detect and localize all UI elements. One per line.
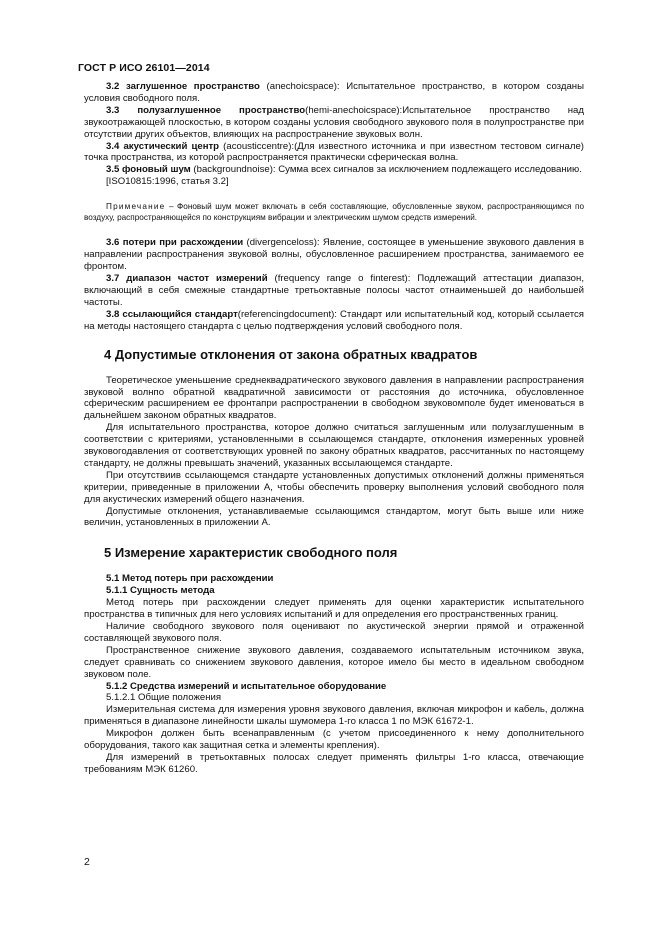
term: заглушенное пространство <box>126 81 260 92</box>
document-body <box>84 81 584 776</box>
paragraph: Теоретическое уменьшение среднеквадратического звукового давления в направлении распространения звуковой волнпо обратной квадратичной зависимости от расстояния до источника, обусловленное сферическим расширением ее фронтапри распространении в свободном звуковомполе будет именоваться в дальнейшем законом обратных квадратов. <box>84 374 584 422</box>
section-4-heading: 4 Допустимые отклонения от закона обратных квадратов <box>104 346 478 362</box>
section-5-heading: 5 Измерение характеристик свободного поля <box>104 545 398 561</box>
term: фоновый шум <box>122 164 191 176</box>
definition-3-3: 3.3 полузаглушенное пространство(hemi-anechoicspace):Испытательное пространство над звукоотражающей плоскостью, в котором созданы условия свободного звукового поля в полупространстве при отсутствии других объектов, влияющих на распространение звуковых волн. <box>84 104 584 140</box>
subsection-5-1-1: 5.1.1 Сущность метода <box>106 585 215 597</box>
definition-3-4: 3.4 акустический центр (acousticcentre):(Для известного источника и при известном тестовом сигнале) точка пространства, из которой распространяется практически сферическая волна. <box>84 140 584 164</box>
note <box>84 202 584 223</box>
subsection-5-1-2: 5.1.2 Средства измерений и испытательное оборудование <box>106 680 387 692</box>
paragraph: При отсутствиив ссылающемся стандарте установленных допустимых отклонений должны применяться критерии, приведенные в приложении А, чтобы обеспечить проверку выполнения условий свободного поля для акустических измерений общего назначения. <box>84 469 584 505</box>
term: акустический центр <box>123 140 220 152</box>
definition-3-8: 3.8 ссылающийся стандарт(referencingdocument): Стандарт или испытательный код, который ссылается на методы настоящего стандарта с целью подтверждения условий свободного поля. <box>84 308 584 332</box>
paragraph: Микрофон должен быть всенаправленным (с учетом присоединенного к нему дополнительного оборудования, такого как защитная сетка и элементы крепления). <box>84 728 584 752</box>
definition-3-6: 3.6 потери при расхождении (divergenceloss): Явление, состоящее в уменьшение звукового давления в направлении распространения звуковой волны, обусловленное расширением пространства, занимаемого ее фронтом. <box>84 237 584 273</box>
paragraph: Для испытательного пространства, которое должно считаться заглушенным или полузаглушенным в соответствии с критериями, установленными в ссылающемся стандарте, отклонения измеренных уровней звуковогодавления от соответствующих уровней по закону обратных квадратов, рассчитанных по настоящему стандарту, не должны превышать значений, указанных вссылающемся стандарте. <box>84 422 584 469</box>
term: диапазон частот измерений <box>126 273 268 285</box>
note-text: – Фоновый шум может включать в себя составляющие, обусловленные звуком, распространяющимся по воздуху, распространяющейся по конструкциям вибрации и электрическим шумом средств измерений. <box>84 202 584 222</box>
paragraph: Измерительная система для измерения уровня звукового давления, включая микрофон и кабель, должна применяться в диапазоне линейности шкалы шумомера 1-го класса 1 по МЭК 61672-1. <box>84 704 584 728</box>
document-header: ГОСТ Р ИСО 26101—2014 <box>78 62 210 74</box>
paragraph: Допустимые отклонения, устанавливаемые ссылающимся стандартом, могут быть выше или ниже величин, установленных в приложении А. <box>84 505 584 529</box>
page-number: 2 <box>84 856 90 868</box>
definition-3-2: 3.2 заглушенное пространство (anechoicspace): Испытательное пространство, в котором созданы условия свободного поля. <box>84 81 584 104</box>
subsection-5-1-2-1: 5.1.2.1 Общие положения <box>106 692 222 704</box>
paragraph: Пространственное снижение звукового давления, создаваемого испытательным источником звука, следует сравнивать со снижением звукового давления, которое имело бы место в идеальном свободном звуковом поле. <box>84 644 584 680</box>
paragraph: Наличие свободного звукового поля оценивают по акустической энергии прямой и отраженной составляющей звукового поля. <box>84 621 584 644</box>
paragraph: Для измерений в третьоктавных полосах следует применять фильтры 1-го класса, отвечающие требованиям МЭК 61260. <box>84 751 584 775</box>
term: потери при расхождении <box>122 237 244 249</box>
iso-reference: [ISO10815:1996, статья 3.2] <box>106 176 229 188</box>
definition-3-7: 3.7 диапазон частот измерений (frequency range o finterest): Подлежащий аттестации диапазон, включающий в себя смежные стандартные третьоктавные полосы частот отнаименьшей до наибольшей частоты. <box>84 273 584 308</box>
note-label: Примечание <box>106 202 166 212</box>
subsection-5-1: 5.1 Метод потерь при расхождении <box>106 573 274 585</box>
definition-3-5: 3.5 фоновый шум (backgroundnoise): Сумма всех сигналов за исключением подлежащего исследованию. <box>106 164 582 176</box>
term: полузаглушенное пространство <box>137 104 306 116</box>
term: ссылающийся стандарт <box>122 308 238 320</box>
paragraph: Метод потерь при расхождении следует применять для оценки характеристик испытательного пространства в типичных для него условиях испытаний и для определения его пространственных границ. <box>84 597 584 621</box>
